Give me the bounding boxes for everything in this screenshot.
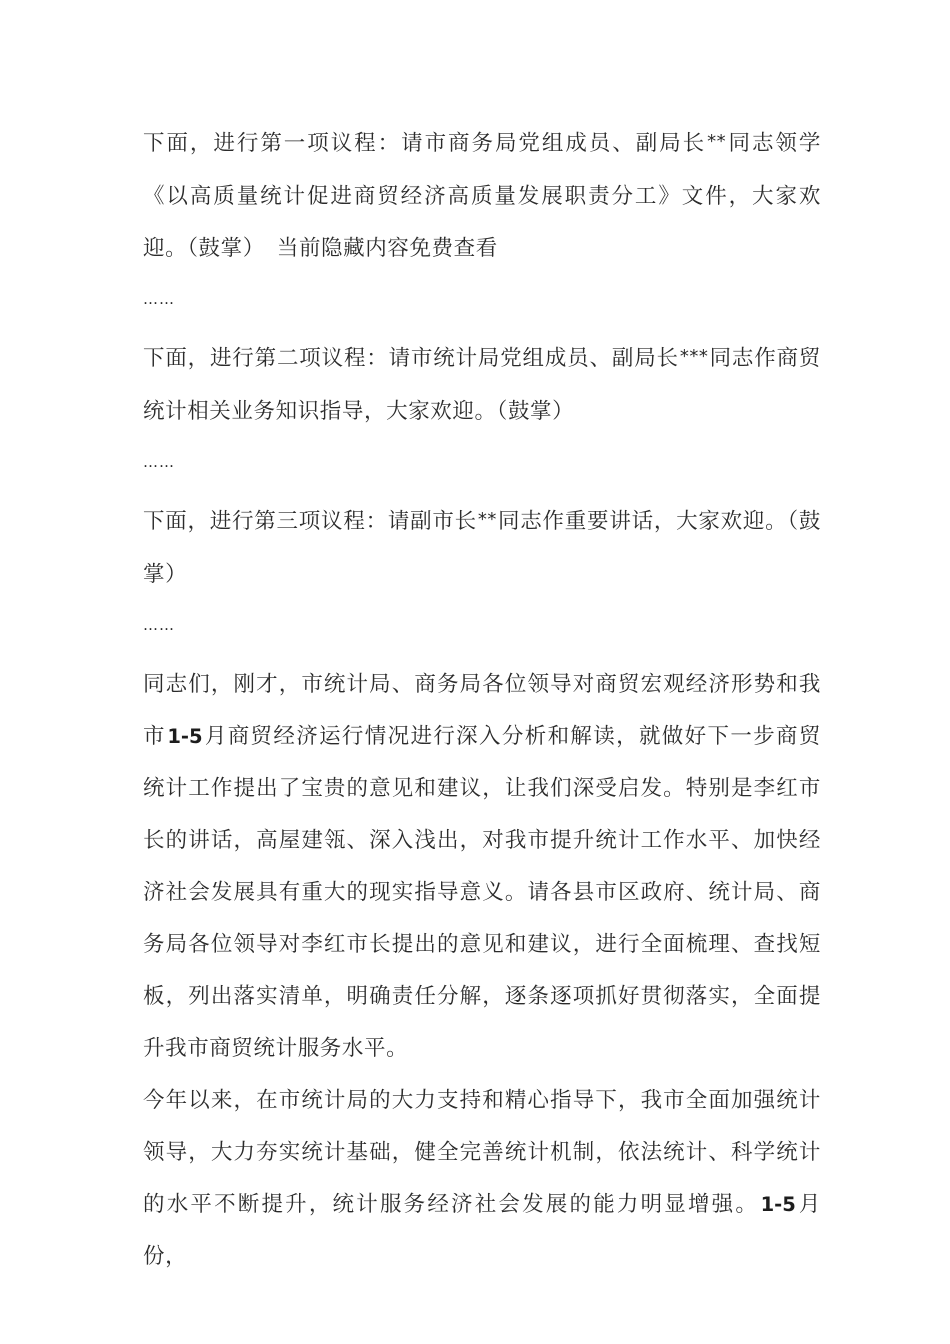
redacted-name-asterisks: *** [679, 346, 709, 367]
text-run: 下面，进行第三项议程：请副市长 [143, 509, 477, 534]
text-run: 月份， [143, 1192, 821, 1269]
ellipsis-separator-2 [143, 438, 821, 490]
speech-body-paragraph-2 [143, 1075, 821, 1283]
text-run: 当前隐藏内容免费查看 [276, 236, 498, 261]
ellipsis-glyph: …… [143, 453, 175, 471]
ellipsis-separator-1 [143, 275, 821, 327]
text-run: 下面，进行第二项议程：请市统计局党组成员、副局长 [143, 346, 679, 371]
month-range-number: 1-5 [167, 725, 203, 748]
agenda-item-1 [143, 118, 821, 275]
text-run: 下面，进行第一项议程：请市商务局党组成员、副局长 [143, 131, 707, 156]
text-run: 同志们，刚才，市统计局、商务局各位领导对商贸宏观经济形势和我市 [143, 672, 821, 749]
ellipsis-separator-3 [143, 601, 821, 653]
agenda-item-2 [143, 333, 821, 438]
ellipsis-glyph: …… [143, 290, 175, 308]
ellipsis-glyph: …… [143, 616, 175, 634]
text-run: 月商贸经济运行情况进行深入分析和解读，就做好下一步商贸统计工作提出了宝贵的意见和建议，让我们深受启发。特别是李红市长的讲话，高屋建瓴、深入浅出，对我市提升统计工作水平、加快经济社会发展具有重大的现实指导意义。请各县市区政府、统计局、商务局各位领导对李红市长提出的意见和建议，进行全面梳理、查找短板，列出落实清单，明确责任分解，逐条逐项抓好贯彻落实，全面提升我市商贸统计服务水平。 [143, 724, 822, 1061]
text-run: 今年以来，在市统计局的大力支持和精心指导下，我市全面加强统计领导，大力夯实统计基础，健全完善统计机制，依法统计、科学统计的水平不断提升，统计服务经济社会发展的能力明显增强。 [143, 1088, 821, 1217]
text-run: 同志作商贸统计相关业务知识指导，大家欢迎。（鼓掌） [143, 346, 821, 424]
text-run: 同志作重要讲话，大家欢迎。（鼓掌） [143, 509, 821, 587]
agenda-item-3 [143, 496, 821, 601]
redacted-name-asterisks: ** [477, 509, 497, 530]
text-run: 同志领学《以高质量统计促进商贸经济高质量发展职责分工》文件，大家欢迎。（鼓掌） [143, 131, 821, 261]
redacted-name-asterisks: ** [707, 131, 727, 152]
speech-body-paragraph-1 [143, 659, 821, 1075]
document-text-body [143, 118, 821, 1283]
month-range-number: 1-5 [760, 1193, 796, 1216]
